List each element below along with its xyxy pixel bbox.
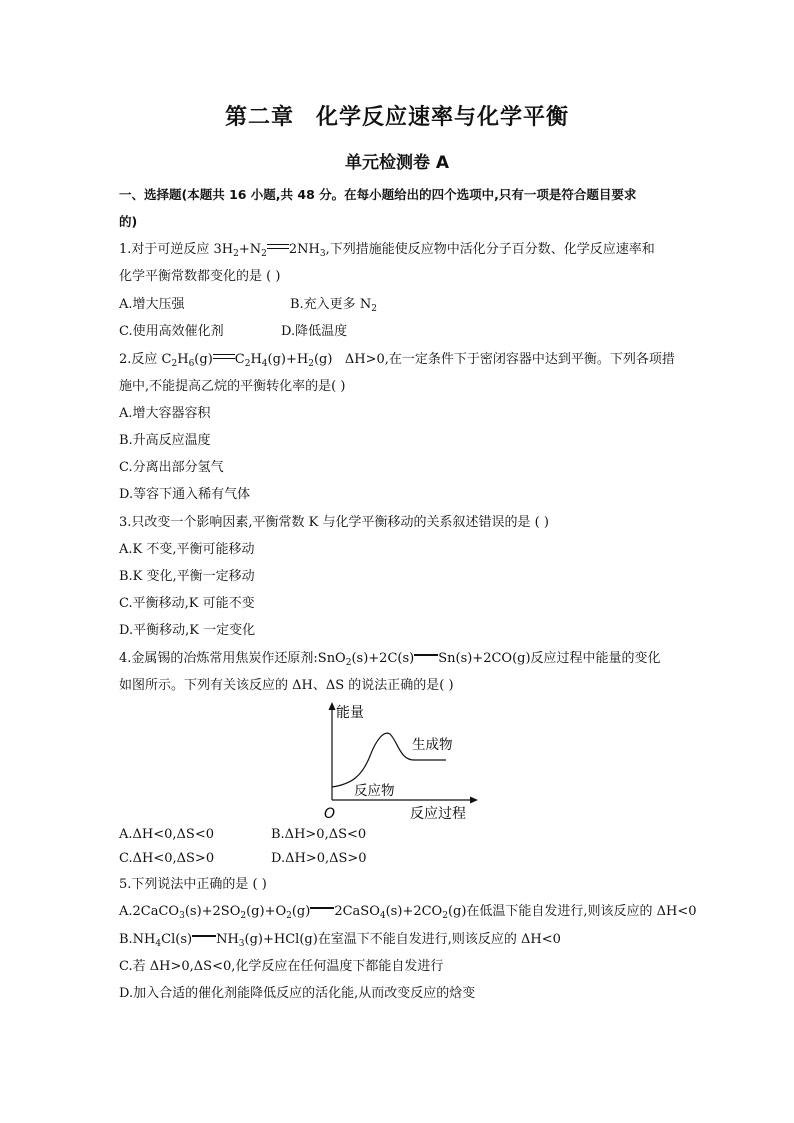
q1-option-d: D.降低温度 [281, 324, 348, 339]
q4-stem-line1: 4.金属锡的冶炼常用焦炭作还原剂:SnO$_2$(s)+2C(s) Sn(s)+2CO(g)反应过程中能量的变化 [119, 651, 661, 668]
q3-option-d: D.平衡移动,K 一定变化 [119, 623, 256, 638]
q3-option-c: C.平衡移动,K 可能不变 [119, 596, 255, 611]
q2-option-c: C.分离出部分氢气 [119, 460, 224, 475]
q2-option-b: B.升高反应温度 [119, 433, 211, 448]
product-label: 生成物 [412, 737, 453, 753]
reactant-label: 反应物 [354, 783, 395, 799]
q4-options-row1 [119, 826, 367, 844]
q1-option-c: C.使用高效催化剂 [119, 324, 224, 339]
y-axis-arrow-icon [329, 702, 336, 710]
section-heading-line2: 的) [119, 214, 138, 229]
q1-option-a: A.增大压强 [119, 297, 185, 312]
q3-option-b: B.K 变化,平衡一定移动 [119, 569, 255, 584]
chapter-title [0, 100, 794, 131]
origin-label: O [324, 806, 336, 822]
chapter-name: 化学反应速率与化学平衡 [316, 105, 570, 130]
q5-option-b: $B.NH_4Cl(s)$ $NH_3(g)+HCl(g)$在室温下不能自发进行,则该反应的 ΔH<0 [119, 932, 561, 949]
test-subtitle: 单元检测卷 A [344, 153, 450, 173]
q1-options-row2 [119, 323, 348, 341]
q1-option-b: B.充入更多 $N_2$ [290, 297, 377, 314]
q4-option-c: C.ΔH<0,ΔS>0 [119, 851, 215, 866]
q4-option-d: D.ΔH>0,ΔS>0 [271, 851, 367, 866]
q1-stem-line2: 化学平衡常数都变化的是 ( ) [119, 269, 281, 284]
q5-option-a: $A.2CaCO_3(s)+2SO_2(g)+O_2(g)$ $2CaSO_4(s)+2CO_2(g)$在低温下能自发进行,则该反应的 ΔH<0 [119, 904, 697, 921]
q5-option-d: D.加入合适的催化剂能降低反应的活化能,从而改变反应的焓变 [119, 986, 476, 1001]
reaction-arrow-icon [414, 653, 438, 660]
q4-option-b: B.ΔH>0,ΔS<0 [271, 827, 367, 842]
q1-stem-line1: 1.对于可逆反应 $3H_2+N_2$ $2NH_3$,下列措施能使反应物中活化分子百分数、化学反应速率和 [119, 242, 655, 259]
section-heading-line1: 一、选择题(本题共 16 小题,共 48 分。在每小题给出的四个选项中,只有一项是符合题目要求 [119, 187, 637, 202]
q4-option-a: A.ΔH<0,ΔS<0 [119, 827, 214, 842]
q2-option-a: A.增大容器容积 [119, 406, 211, 421]
q2-option-d: D.等容下通入稀有气体 [119, 487, 251, 502]
q4-stem-line2: 如图所示。下列有关该反应的 ΔH、ΔS 的说法正确的是( ) [119, 678, 454, 693]
q3-stem: 3.只改变一个影响因素,平衡常数 K 与化学平衡移动的关系叙述错误的是 ( ) [119, 515, 549, 530]
x-axis-label: 反应过程 [410, 806, 466, 822]
q5-stem: 5.下列说法中正确的是 ( ) [119, 877, 267, 892]
q4-options-row2 [119, 850, 367, 868]
reversible-arrow-icon [213, 354, 235, 361]
q2-stem-line2: 施中,不能提高乙烷的平衡转化率的是( ) [119, 379, 346, 394]
q5-option-c: C.若 ΔH>0,ΔS<0,化学反应在任何温度下都能自发进行 [119, 959, 444, 974]
y-axis-label: 能量 [336, 705, 364, 721]
q1-options-row1 [119, 296, 377, 314]
q3-option-a: A.K 不变,平衡可能移动 [119, 542, 255, 557]
reversible-arrow-icon [267, 244, 289, 251]
chapter-number: 第二章 [224, 105, 294, 130]
reaction-arrow-icon [310, 906, 334, 913]
x-axis-arrow-icon [470, 797, 478, 804]
q2-stem-line1: 2.反应 $C_2H_6(g)$ $C_2H_4(g)+H_2(g)$ ΔH>0,在一定条件下于密闭容器中达到平衡。下列各项措 [119, 352, 675, 369]
energy-diagram [318, 700, 478, 824]
reaction-arrow-icon [192, 934, 216, 941]
